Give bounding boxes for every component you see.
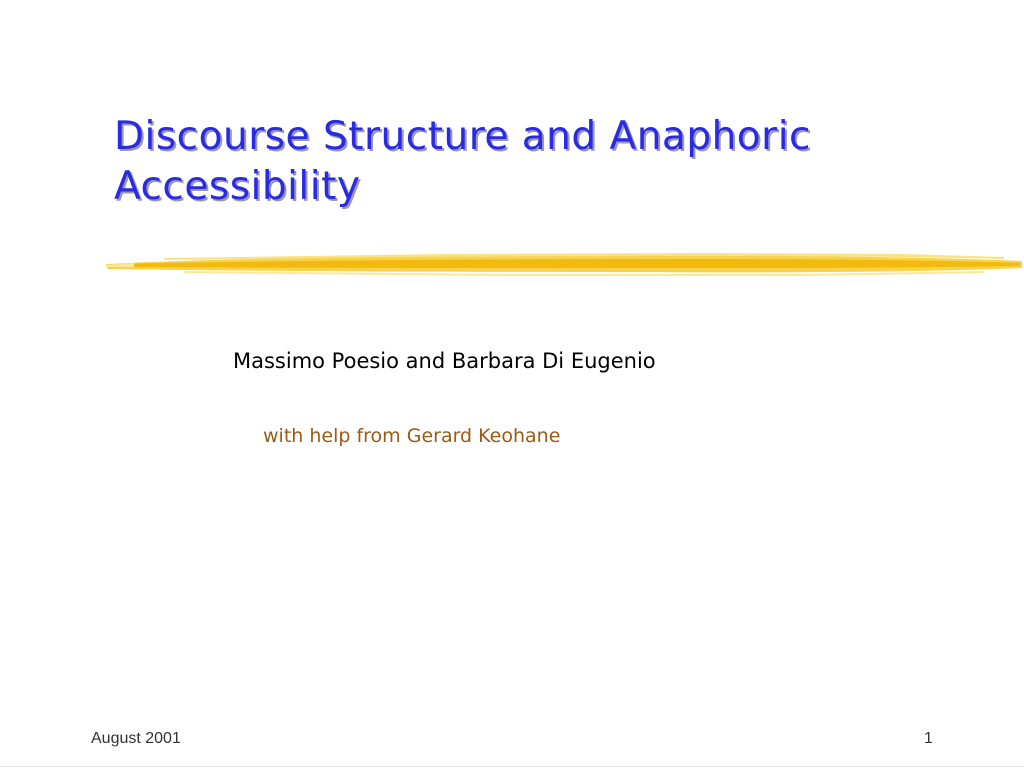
- yellow-brush-stroke-divider: [104, 244, 1024, 280]
- slide-title: [114, 112, 994, 212]
- footer-page-number: 1: [924, 730, 933, 747]
- acknowledgement-text: with help from Gerard Keohane: [263, 425, 561, 447]
- slide-title-line-1: Discourse Structure and Anaphoric: [114, 114, 811, 159]
- bottom-divider: [0, 766, 1024, 767]
- slide-title-line-2: Accessibility: [114, 164, 361, 209]
- author-names: Massimo Poesio and Barbara Di Eugenio: [233, 349, 656, 373]
- footer-date: August 2001: [91, 730, 181, 747]
